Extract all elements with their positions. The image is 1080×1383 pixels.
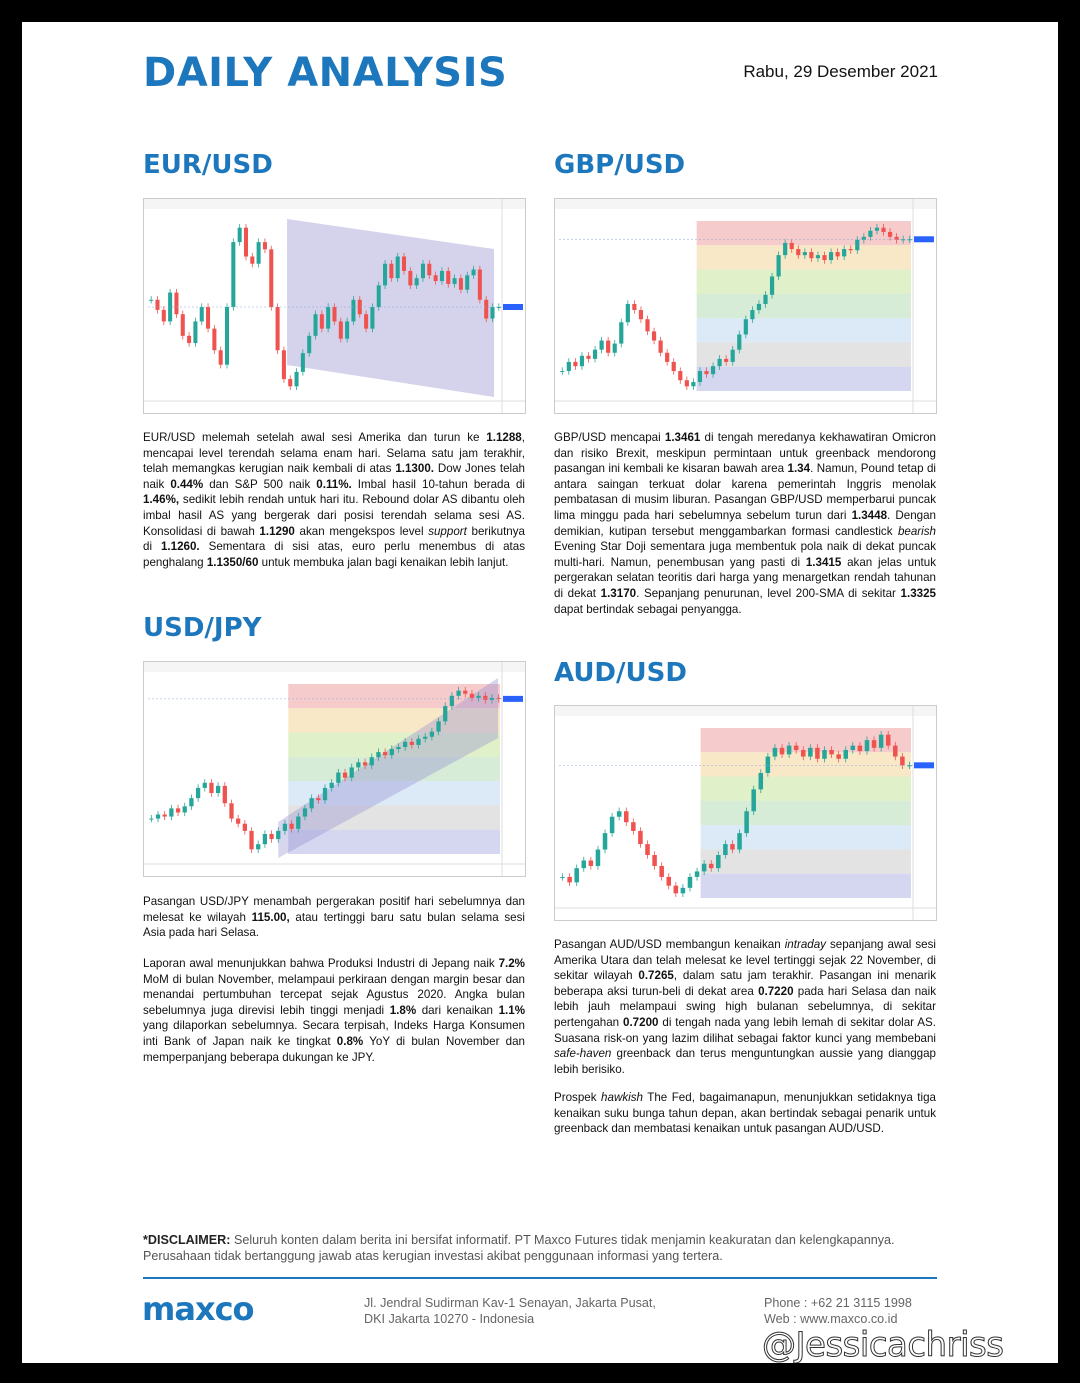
- candle-body: [225, 307, 229, 365]
- candle-body: [216, 786, 220, 793]
- candle-body: [250, 257, 254, 264]
- candle-body: [868, 231, 872, 237]
- candle-body: [446, 271, 450, 284]
- candle-body: [149, 300, 153, 301]
- candle-body: [484, 300, 488, 319]
- page-title: DAILY ANALYSIS: [143, 50, 508, 96]
- candle-body: [389, 264, 393, 278]
- section-title-eurusd: EUR/USD: [143, 150, 273, 180]
- fib-zone: [697, 245, 911, 269]
- candle-body: [269, 249, 273, 307]
- candle-body: [320, 314, 324, 328]
- report-date: Rabu, 29 Desember 2021: [743, 62, 938, 81]
- candle-body: [244, 228, 248, 257]
- candle-body: [415, 278, 419, 285]
- candle-body: [763, 295, 767, 304]
- candle-body: [809, 252, 813, 258]
- fib-zone: [701, 752, 911, 776]
- candle-body: [323, 788, 327, 800]
- candle-body: [383, 264, 387, 286]
- chart-header-strip: [144, 662, 525, 672]
- paragraph-gbpusd: GBP/USD mencapai 1.3461 di tengah meredanya kekhawatiran Omicron dan risiko Brexit, meskipun permintaan untuk greenback mendorong pasangan ini kembali ke kisaran bawah area 1.34. Namun, Pound tetap di antara saingan terkuat dolar karena pemerintah Inggris menolak pembatasan di musim liburan. Pasangan GBP/USD memperbarui puncak lima minggu pada hari sebelumnya sebelum turun dari 1.3448. Dengan demikian, kutipan tersebut menggambarkan formasi candlestick bearish Evening Star Doji sementara juga membentuk pola naik di dekat puncak multi-hari. Namun, penembusan yang pasti di 1.3415 akan jelas untuk pergerakan selatan teoritis dari harga yang menargetkan rendah tahunan di dekat 1.3170. Sepanjang penurunan, level 200-SMA di sekitar 1.3325 dapat bertindak sebagai penyangga.: [554, 431, 936, 616]
- chart-header-strip: [144, 199, 525, 209]
- candle-body: [596, 850, 601, 866]
- candle-body: [685, 380, 689, 386]
- candle-body: [794, 746, 799, 750]
- candle-body: [149, 819, 153, 820]
- candle-body: [737, 833, 742, 849]
- candle-body: [296, 817, 300, 829]
- section-title-audusd: AUD/USD: [554, 658, 687, 688]
- candle-body: [351, 300, 355, 322]
- candle-body: [645, 844, 650, 855]
- candle-body: [303, 808, 307, 816]
- candle-body: [203, 783, 207, 788]
- candle-body: [698, 371, 702, 382]
- candle-body: [619, 322, 623, 343]
- fib-zone: [701, 801, 911, 825]
- candle-body: [691, 382, 695, 386]
- candle-body: [313, 314, 317, 336]
- candle-body: [900, 757, 905, 766]
- candle-body: [639, 310, 643, 319]
- chart-header-strip: [555, 199, 936, 209]
- candle-body: [780, 748, 785, 755]
- candle-body: [276, 307, 280, 350]
- candle-body: [808, 748, 813, 757]
- candle-body: [490, 307, 494, 319]
- candle-body: [249, 831, 253, 849]
- candle-body: [212, 329, 216, 351]
- candle-body: [681, 888, 686, 893]
- channel-overlay: [287, 219, 494, 397]
- candle-body: [815, 748, 820, 759]
- candle-body: [603, 833, 608, 849]
- chart-gbpusd: [554, 198, 937, 414]
- candle-body: [376, 752, 380, 757]
- candle-body: [350, 767, 354, 777]
- candle-body: [181, 314, 185, 336]
- candle-body: [174, 293, 178, 315]
- candle-body: [842, 249, 846, 256]
- paragraph-audusd-1: Pasangan AUD/USD membangun kenaikan intraday sepanjang awal sesi Amerika Utara dan telah melesat ke level tertinggi sejak 22 November, di sekitar wilayah 0.7265, dalam satu jam terakhir. Pasangan ini menarik beberapa aksi turun-beli di dekat area 0.7220 pada hari Selasa dan naik lebih jauh melampaui swing high bulanan sebelumnya, di sekitar pertengahan 0.7200 di tengah nada yang lebih lemah di sekitar dolar AS. Suasana risk-on yang lazim dilihat sebagai faktor kunci yang membebani safe-haven greenback dan terus menguntungkan aussie yang dianggap lebih berisiko.: [554, 938, 937, 1076]
- candle-body: [332, 307, 336, 321]
- candle-body: [196, 788, 200, 798]
- candle-body: [282, 350, 286, 379]
- candle-body: [744, 319, 748, 334]
- candle-body: [790, 243, 794, 249]
- candle-body: [243, 824, 247, 831]
- candle-body: [674, 886, 679, 894]
- candle-body: [829, 750, 834, 754]
- candle-body: [589, 860, 594, 865]
- candle-body: [652, 331, 656, 340]
- candle-body: [606, 341, 610, 353]
- candle-body: [593, 350, 597, 359]
- candle-body: [256, 844, 260, 849]
- candle-body: [730, 844, 735, 849]
- candle-body: [421, 264, 425, 278]
- candle-body: [163, 815, 167, 817]
- candle-body: [269, 834, 273, 839]
- candle-body: [209, 783, 213, 793]
- candle-body: [659, 866, 664, 877]
- candle-body: [751, 789, 756, 811]
- candle-body: [777, 255, 781, 276]
- watermark: @Jessicachriss: [762, 1325, 1004, 1363]
- candle-body: [652, 855, 657, 866]
- candle-body: [665, 353, 669, 362]
- candle-body: [383, 752, 387, 755]
- candle-body: [219, 350, 223, 364]
- chart-eurusd: [143, 198, 526, 414]
- candle-body: [257, 242, 261, 264]
- candle-body: [645, 319, 649, 331]
- candle-body: [370, 307, 374, 329]
- candle-body: [231, 242, 235, 307]
- candle-body: [162, 310, 166, 322]
- candle-body: [336, 773, 340, 783]
- candle-body: [836, 754, 841, 758]
- candle-body: [695, 871, 700, 876]
- fib-zone: [697, 294, 911, 318]
- candle-body: [851, 746, 856, 750]
- candle-body: [875, 228, 879, 231]
- candle-body: [600, 341, 604, 350]
- candle-body: [453, 278, 457, 284]
- candle-body: [434, 275, 438, 281]
- candle-body: [236, 819, 240, 824]
- candle-body: [796, 249, 800, 255]
- candle-body: [610, 817, 615, 833]
- candle-body: [678, 371, 682, 380]
- candle-body: [176, 808, 180, 812]
- candle-body: [476, 696, 480, 698]
- candle-body: [688, 877, 693, 888]
- candle-body: [276, 831, 280, 839]
- section-title-usdjpy: USD/JPY: [143, 613, 262, 643]
- last-price-tag: [914, 762, 934, 768]
- candle-body: [430, 732, 434, 737]
- candle-body: [586, 356, 590, 359]
- candle-body: [704, 371, 708, 374]
- candle-body: [757, 304, 761, 310]
- fib-zone: [701, 874, 911, 898]
- candle-body: [155, 300, 159, 310]
- candle-body: [408, 271, 412, 285]
- candle-body: [666, 877, 671, 886]
- candle-body: [403, 742, 407, 747]
- candle-body: [187, 336, 191, 343]
- candle-body: [363, 762, 367, 765]
- candle-body: [759, 773, 764, 789]
- chart-audusd: [554, 705, 937, 921]
- candle-body: [223, 786, 227, 803]
- candle-body: [744, 811, 749, 833]
- candle-body: [288, 379, 292, 386]
- candle-body: [879, 735, 884, 748]
- footer-divider: [143, 1277, 937, 1279]
- candle-body: [206, 307, 210, 329]
- candle-body: [886, 735, 891, 746]
- disclaimer: *DISCLAIMER: Seluruh konten dalam berita ini bersifat informatif. PT Maxco Futures tidak menjamin keakuratan dan kelengkapannya. Perusahaan tidak bertanggung jawab atas kerugian investasi akibat penggunaan informasi yang tertera.: [143, 1233, 895, 1263]
- candle-body: [295, 372, 299, 386]
- candle-body: [396, 747, 400, 749]
- candle-body: [560, 877, 565, 878]
- candle-body: [737, 334, 741, 349]
- candle-body: [672, 362, 676, 371]
- candle-body: [723, 844, 728, 855]
- candle-body: [872, 740, 877, 748]
- fib-zone: [697, 367, 911, 391]
- candle-body: [849, 249, 853, 250]
- candle-body: [631, 822, 636, 831]
- candle-body: [478, 270, 482, 300]
- candle-body: [893, 746, 898, 757]
- paragraph-audusd-2: Prospek hawkish The Fed, bagaimanapun, menunjukkan setidaknya tiga kenaikan suku bunga tahun depan, akan bertindak sebagai penarik untuk greenback dan membatasi kenaikan untuk pasangan AUD/USD.: [554, 1091, 936, 1136]
- candle-body: [156, 815, 160, 819]
- candle-body: [423, 737, 427, 739]
- candle-body: [330, 783, 334, 788]
- candle-body: [582, 860, 587, 868]
- chart-header-strip: [555, 706, 936, 716]
- candle-body: [858, 746, 863, 751]
- candle-body: [709, 864, 714, 868]
- candle-body: [390, 749, 394, 755]
- candle-body: [865, 740, 870, 751]
- candle-body: [301, 353, 305, 372]
- candle-body: [843, 750, 848, 759]
- chart-usdjpy: [143, 661, 526, 877]
- candle-body: [440, 271, 444, 281]
- candle-body: [773, 748, 778, 757]
- candle-body: [343, 773, 347, 778]
- candle-body: [626, 304, 630, 322]
- candle-body: [470, 694, 474, 698]
- candle-body: [836, 252, 840, 256]
- candle-body: [816, 255, 820, 258]
- candle-body: [659, 341, 663, 353]
- candle-body: [436, 721, 440, 731]
- candle-body: [822, 255, 826, 260]
- fib-zone: [697, 318, 911, 342]
- candle-body: [229, 803, 233, 818]
- candle-body: [450, 696, 454, 706]
- candle-body: [193, 321, 197, 343]
- candle-body: [263, 242, 267, 249]
- candle-body: [356, 762, 360, 767]
- candle-body: [364, 314, 368, 328]
- candle-body: [472, 270, 476, 276]
- candle-body: [200, 307, 204, 321]
- candle-body: [702, 864, 707, 872]
- candle-body: [459, 278, 463, 290]
- candle-body: [770, 276, 774, 294]
- candle-body: [463, 691, 467, 694]
- paragraph-usdjpy-1: Pasangan USD/JPY menambah pergerakan positif hari sebelumnya dan melesat ke wilayah 115.00, atau tertinggi baru satu bulan selama sesi Asia pada hari Selasa.: [143, 895, 525, 940]
- candle-body: [560, 371, 564, 372]
- candle-body: [377, 285, 381, 307]
- last-price-tag: [914, 236, 934, 242]
- candle-body: [750, 310, 754, 319]
- candle-body: [396, 257, 400, 279]
- candle-body: [410, 742, 414, 745]
- candle-body: [580, 356, 584, 366]
- candle-body: [632, 304, 636, 310]
- candle-body: [263, 834, 267, 844]
- footer-address: Jl. Jendral Sudirman Kav-1 Senayan, Jakarta Pusat, DKI Jakarta 10270 - Indonesia: [364, 1296, 656, 1326]
- candle-body: [881, 228, 885, 232]
- candle-body: [289, 824, 293, 829]
- candle-body: [574, 868, 579, 882]
- candle-body: [783, 243, 787, 255]
- candle-body: [711, 366, 715, 374]
- candle-body: [307, 336, 311, 353]
- candle-body: [427, 264, 431, 276]
- candle-body: [483, 696, 487, 700]
- candle-body: [238, 228, 242, 242]
- candle-body: [443, 706, 447, 721]
- fib-zone: [697, 342, 911, 366]
- last-price-tag: [503, 696, 523, 702]
- paragraph-eurusd: EUR/USD melemah setelah awal sesi Amerika dan turun ke 1.1288, mencapai level terendah selama enam hari. Selama satu jam terakhir, telah memangkas kerugian naik kembali di atas 1.1300. Dow Jones telah naik 0.44% dan S&P 500 naik 0.11%. Imbal hasil 10-tahun berada di 1.46%, sedikit lebih rendah untuk hari itu. Rebound dolar AS dibantu oleh imbal hasil AS yang bergerak dari posisi terendah selama sesi AS. Konsolidasi di bawah 1.1290 akan mengekspos level support berikutnya di 1.1260. Sementara di sisi atas, euro perlu menembus di atas penghalang 1.1350/60 untuk membuka jalan bagi kenaikan lebih lanjut.: [143, 431, 526, 569]
- maxco-logo: maxco: [142, 1290, 254, 1328]
- candle-body: [829, 252, 833, 260]
- candle-body: [326, 307, 330, 329]
- candle-body: [718, 359, 722, 366]
- candle-body: [189, 798, 193, 806]
- candle-body: [624, 811, 629, 822]
- candle-body: [716, 855, 721, 868]
- candle-body: [638, 831, 643, 844]
- candle-body: [617, 811, 622, 816]
- candle-body: [345, 321, 349, 338]
- candle-body: [801, 750, 806, 757]
- candle-body: [822, 750, 827, 759]
- fib-zone: [697, 221, 911, 245]
- section-title-gbpusd: GBP/USD: [554, 150, 686, 180]
- paragraph-usdjpy-2: Laporan awal menunjukkan bahwa Produksi Industri di Jepang naik 7.2% MoM di bulan November, melampaui perkiraan dengan margin besar dan menandai pertumbuhan tercepat sejak Agustus 2020. Angka bulan sebelumnya juga direvisi lebih tinggi menjadi 1.8% dari kenaikan 1.1% yang dilaporkan sebelumnya. Secara terpisah, Indeks Harga Konsumen inti Bank of Japan naik ke tingkat 0.8% YoY di bulan November dan memperpanjang beberapa dukungan ke JPY.: [143, 957, 526, 1064]
- fib-zone: [701, 777, 911, 801]
- candle-body: [724, 359, 728, 362]
- candle-body: [613, 344, 617, 353]
- candle-body: [183, 806, 187, 812]
- candle-body: [888, 232, 892, 237]
- candle-body: [316, 798, 320, 800]
- candle-body: [731, 350, 735, 362]
- candle-body: [370, 757, 374, 765]
- candle-body: [787, 746, 792, 755]
- fib-zone: [697, 270, 911, 294]
- candle-body: [573, 362, 577, 366]
- candle-body: [456, 691, 460, 696]
- footer-phone: Phone : +62 21 3115 1998 Web : www.maxco.co.id: [764, 1296, 912, 1326]
- candle-body: [766, 757, 771, 773]
- page: [22, 22, 1058, 1363]
- candle-body: [416, 739, 420, 745]
- candle-body: [855, 240, 859, 250]
- candle-body: [283, 824, 287, 831]
- candle-body: [169, 808, 173, 816]
- candle-body: [567, 362, 571, 371]
- candle-body: [465, 275, 469, 289]
- candle-body: [339, 321, 343, 338]
- candle-body: [803, 252, 807, 255]
- candle-body: [402, 257, 406, 271]
- last-price-tag: [503, 304, 523, 310]
- candle-body: [310, 798, 314, 808]
- candle-body: [567, 877, 572, 882]
